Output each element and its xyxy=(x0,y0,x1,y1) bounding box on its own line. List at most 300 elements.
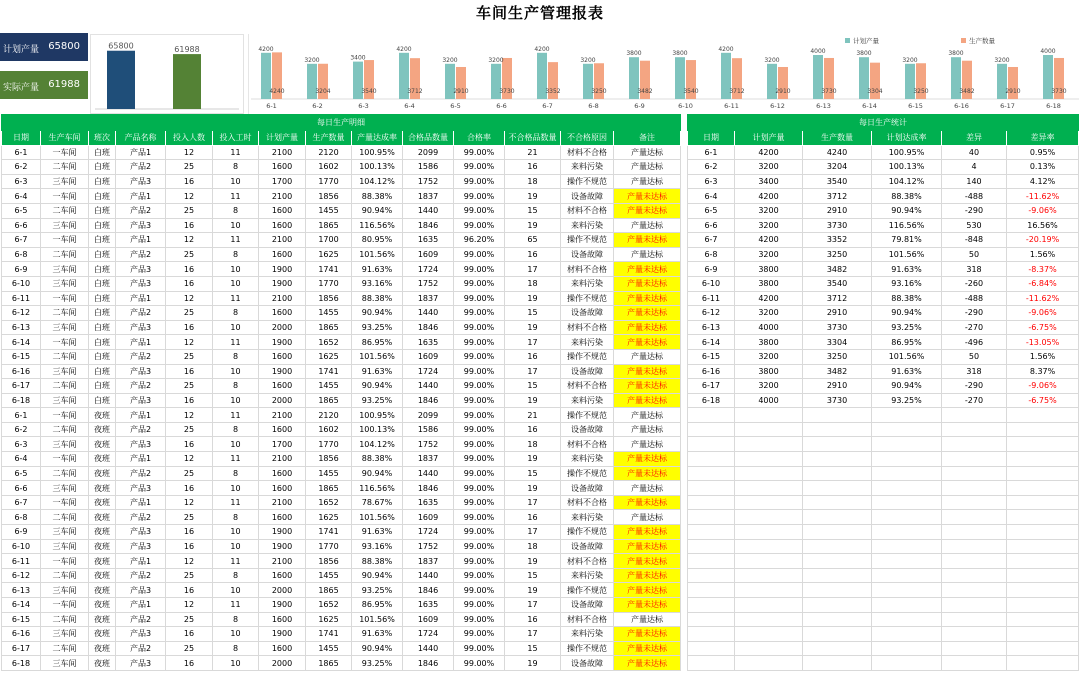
stats-cell: -6.75% xyxy=(1007,393,1079,408)
detail-cell: 二车间 xyxy=(41,160,89,175)
stats-empty-row xyxy=(688,539,1079,554)
stats-cell: 6-9 xyxy=(688,262,735,277)
stats-cell: 3800 xyxy=(735,262,803,277)
detail-row xyxy=(2,145,681,160)
detail-cell: 90.94% xyxy=(352,641,403,656)
category-label: 6-4 xyxy=(404,102,415,110)
stats-row xyxy=(688,349,1079,364)
empty-cell xyxy=(735,452,803,467)
detail-header-cell: 产量达成率 xyxy=(352,131,403,146)
empty-cell xyxy=(735,495,803,510)
detail-cell: 8 xyxy=(213,422,259,437)
stats-row xyxy=(688,320,1079,335)
detail-cell: 99.00% xyxy=(454,452,505,467)
empty-cell xyxy=(735,539,803,554)
detail-cell: 设备故障 xyxy=(561,598,614,613)
detail-cell: 1724 xyxy=(403,627,454,642)
detail-cell: 白班 xyxy=(89,145,116,160)
category-label: 6-14 xyxy=(862,102,877,110)
detail-cell: 1440 xyxy=(403,306,454,321)
detail-cell: 1865 xyxy=(306,218,352,233)
stats-cell: 530 xyxy=(942,218,1007,233)
detail-cell: 产量未达标 xyxy=(614,203,681,218)
detail-cell: 80.95% xyxy=(352,233,403,248)
empty-cell xyxy=(942,656,1007,671)
detail-cell: 产品3 xyxy=(116,481,166,496)
detail-cell: 二车间 xyxy=(41,612,89,627)
detail-cell: 1724 xyxy=(403,262,454,277)
detail-cell: 6-16 xyxy=(2,627,41,642)
stats-header-cell: 计划产量 xyxy=(735,131,803,146)
empty-cell xyxy=(803,598,872,613)
stats-empty-row xyxy=(688,510,1079,525)
stats-row xyxy=(688,364,1079,379)
detail-cell: 白班 xyxy=(89,189,116,204)
detail-cell: 8 xyxy=(213,306,259,321)
detail-cell: 1600 xyxy=(259,568,306,583)
detail-row xyxy=(2,233,681,248)
detail-cell: 99.00% xyxy=(454,554,505,569)
empty-cell xyxy=(1007,510,1079,525)
detail-row xyxy=(2,218,681,233)
empty-cell xyxy=(735,408,803,423)
stats-empty-row xyxy=(688,437,1079,452)
stats-cell: 3730 xyxy=(803,218,872,233)
detail-cell: 二车间 xyxy=(41,203,89,218)
detail-cell: 11 xyxy=(213,145,259,160)
stats-cell: -260 xyxy=(942,276,1007,291)
detail-cell: 产品3 xyxy=(116,437,166,452)
detail-cell: 操作不规范 xyxy=(561,466,614,481)
detail-cell: 设备故障 xyxy=(561,539,614,554)
detail-cell: 产品3 xyxy=(116,627,166,642)
detail-cell: 17 xyxy=(505,364,561,379)
detail-cell: 夜班 xyxy=(89,495,116,510)
category-label: 6-3 xyxy=(358,102,369,110)
detail-cell: 6-7 xyxy=(2,495,41,510)
stats-cell: 91.63% xyxy=(872,364,942,379)
detail-cell: 99.00% xyxy=(454,262,505,277)
detail-cell: 12 xyxy=(166,291,213,306)
empty-cell xyxy=(803,583,872,598)
detail-cell: 操作不规范 xyxy=(561,349,614,364)
detail-cell: 操作不规范 xyxy=(561,408,614,423)
stats-cell: 4 xyxy=(942,160,1007,175)
detail-cell: 1724 xyxy=(403,525,454,540)
detail-cell: 17 xyxy=(505,262,561,277)
detail-cell: 19 xyxy=(505,583,561,598)
stats-empty-row xyxy=(688,568,1079,583)
stats-cell: 3304 xyxy=(803,335,872,350)
detail-cell: 10 xyxy=(213,437,259,452)
stats-cell: -270 xyxy=(942,320,1007,335)
stats-cell: 140 xyxy=(942,174,1007,189)
empty-cell xyxy=(735,481,803,496)
stats-cell: 100.95% xyxy=(872,145,942,160)
detail-cell: 100.95% xyxy=(352,408,403,423)
detail-cell: 19 xyxy=(505,291,561,306)
detail-cell: 1600 xyxy=(259,379,306,394)
detail-cell: 材料不合格 xyxy=(561,203,614,218)
detail-cell: 1741 xyxy=(306,525,352,540)
stats-cell: 3200 xyxy=(735,203,803,218)
detail-cell: 产量达标 xyxy=(614,160,681,175)
empty-cell xyxy=(803,452,872,467)
detail-cell: 1440 xyxy=(403,203,454,218)
detail-cell: 产量未达标 xyxy=(614,568,681,583)
detail-cell: 产量未达标 xyxy=(614,583,681,598)
detail-cell: 6-13 xyxy=(2,583,41,598)
empty-cell xyxy=(1007,583,1079,598)
stats-cell: 88.38% xyxy=(872,291,942,306)
empty-cell xyxy=(872,495,942,510)
detail-cell: 18 xyxy=(505,174,561,189)
empty-cell xyxy=(803,466,872,481)
detail-cell: 产量达标 xyxy=(614,247,681,262)
empty-cell xyxy=(803,554,872,569)
empty-cell xyxy=(735,627,803,642)
stats-cell: 3712 xyxy=(803,189,872,204)
plan-total-card xyxy=(0,33,88,61)
detail-cell: 夜班 xyxy=(89,568,116,583)
detail-cell: 1846 xyxy=(403,481,454,496)
plan-value-label: 3200 xyxy=(764,56,780,64)
empty-cell xyxy=(942,452,1007,467)
empty-cell xyxy=(872,466,942,481)
stats-cell: 101.56% xyxy=(872,349,942,364)
detail-cell: 8 xyxy=(213,612,259,627)
detail-cell: 2100 xyxy=(259,233,306,248)
detail-cell: 99.00% xyxy=(454,393,505,408)
stats-header-cell: 生产数量 xyxy=(803,131,872,146)
detail-cell: 1856 xyxy=(306,452,352,467)
detail-cell: 1600 xyxy=(259,612,306,627)
detail-cell: 8 xyxy=(213,466,259,481)
detail-cell: 65 xyxy=(505,233,561,248)
detail-cell: 白班 xyxy=(89,291,116,306)
detail-cell: 产品2 xyxy=(116,422,166,437)
detail-row xyxy=(2,276,681,291)
stats-cell: 16.56% xyxy=(1007,218,1079,233)
detail-cell: 93.25% xyxy=(352,393,403,408)
empty-cell xyxy=(872,627,942,642)
detail-cell: 11 xyxy=(213,452,259,467)
detail-cell: 16 xyxy=(166,276,213,291)
detail-cell: 三车间 xyxy=(41,627,89,642)
detail-cell: 99.00% xyxy=(454,203,505,218)
stats-cell: 3200 xyxy=(735,349,803,364)
total-comparison-chart xyxy=(90,34,244,114)
detail-cell: 19 xyxy=(505,218,561,233)
empty-cell xyxy=(735,568,803,583)
stats-row xyxy=(688,393,1079,408)
empty-cell xyxy=(1007,452,1079,467)
empty-cell xyxy=(735,656,803,671)
detail-cell: 产量未达标 xyxy=(614,189,681,204)
detail-cell: 产量未达标 xyxy=(614,335,681,350)
daily-detail-table xyxy=(1,114,681,671)
detail-cell: 12 xyxy=(166,598,213,613)
empty-cell xyxy=(688,554,735,569)
detail-cell: 白班 xyxy=(89,262,116,277)
stats-cell: 2910 xyxy=(803,203,872,218)
detail-cell: 产品3 xyxy=(116,393,166,408)
detail-cell: 11 xyxy=(213,554,259,569)
detail-cell: 8 xyxy=(213,160,259,175)
detail-header-cell: 投入人数 xyxy=(166,131,213,146)
detail-cell: 16 xyxy=(505,612,561,627)
detail-cell: 产品2 xyxy=(116,612,166,627)
detail-cell: 三车间 xyxy=(41,174,89,189)
detail-cell: 二车间 xyxy=(41,641,89,656)
detail-cell: 白班 xyxy=(89,203,116,218)
detail-row xyxy=(2,160,681,175)
detail-cell: 93.25% xyxy=(352,320,403,335)
detail-header-cell: 不合格原因 xyxy=(561,131,614,146)
detail-cell: 白班 xyxy=(89,276,116,291)
detail-cell: 99.00% xyxy=(454,656,505,671)
detail-header-cell: 合格率 xyxy=(454,131,505,146)
empty-cell xyxy=(872,437,942,452)
category-label: 6-17 xyxy=(1000,102,1015,110)
detail-cell: 1856 xyxy=(306,554,352,569)
detail-cell: 设备故障 xyxy=(561,481,614,496)
detail-cell: 8 xyxy=(213,203,259,218)
detail-cell: 产量未达标 xyxy=(614,262,681,277)
stats-row xyxy=(688,145,1079,160)
detail-row xyxy=(2,612,681,627)
detail-cell: 16 xyxy=(166,437,213,452)
detail-cell: 17 xyxy=(505,598,561,613)
detail-cell: 一车间 xyxy=(41,408,89,423)
empty-cell xyxy=(1007,495,1079,510)
detail-cell: 25 xyxy=(166,641,213,656)
detail-cell: 一车间 xyxy=(41,598,89,613)
detail-cell: 夜班 xyxy=(89,627,116,642)
stats-cell: 6-17 xyxy=(688,379,735,394)
detail-cell: 二车间 xyxy=(41,349,89,364)
detail-cell: 99.00% xyxy=(454,247,505,262)
detail-cell: 91.63% xyxy=(352,364,403,379)
detail-cell: 来料污染 xyxy=(561,218,614,233)
detail-cell: 10 xyxy=(213,262,259,277)
detail-cell: 1652 xyxy=(306,598,352,613)
actual-value-label: 3482 xyxy=(959,88,975,95)
detail-cell: 17 xyxy=(505,495,561,510)
detail-cell: 91.63% xyxy=(352,262,403,277)
stats-cell: 1.56% xyxy=(1007,349,1079,364)
detail-cell: 1609 xyxy=(403,612,454,627)
detail-cell: 产量未达标 xyxy=(614,379,681,394)
stats-cell: 1.56% xyxy=(1007,247,1079,262)
detail-cell: 1609 xyxy=(403,510,454,525)
detail-cell: 1635 xyxy=(403,335,454,350)
detail-cell: 1846 xyxy=(403,393,454,408)
detail-cell: 产量未达标 xyxy=(614,364,681,379)
detail-cell: 6-5 xyxy=(2,203,41,218)
detail-cell: 99.00% xyxy=(454,349,505,364)
detail-cell: 产量未达标 xyxy=(614,525,681,540)
stats-cell: 6-15 xyxy=(688,349,735,364)
detail-cell: 产品2 xyxy=(116,379,166,394)
detail-cell: 产品3 xyxy=(116,218,166,233)
detail-row xyxy=(2,568,681,583)
detail-row xyxy=(2,364,681,379)
detail-cell: 1770 xyxy=(306,539,352,554)
detail-cell: 产品2 xyxy=(116,641,166,656)
detail-cell: 25 xyxy=(166,247,213,262)
detail-cell: 6-15 xyxy=(2,349,41,364)
stats-cell: 6-14 xyxy=(688,335,735,350)
detail-header-cell: 不合格品数量 xyxy=(505,131,561,146)
category-label: 6-13 xyxy=(816,102,831,110)
detail-cell: 产品3 xyxy=(116,364,166,379)
empty-cell xyxy=(688,612,735,627)
stats-cell: 3482 xyxy=(803,364,872,379)
actual-total-value: 61988 xyxy=(48,79,80,90)
detail-cell: 一车间 xyxy=(41,291,89,306)
stats-cell: 90.94% xyxy=(872,203,942,218)
detail-cell: 88.38% xyxy=(352,452,403,467)
category-label: 6-6 xyxy=(496,102,507,110)
stats-cell: 6-2 xyxy=(688,160,735,175)
stats-empty-row xyxy=(688,452,1079,467)
detail-cell: 白班 xyxy=(89,320,116,335)
stats-cell: 3250 xyxy=(803,247,872,262)
detail-cell: 2100 xyxy=(259,291,306,306)
stats-cell: 3800 xyxy=(735,276,803,291)
detail-cell: 25 xyxy=(166,466,213,481)
detail-cell: 6-2 xyxy=(2,422,41,437)
detail-cell: 二车间 xyxy=(41,510,89,525)
empty-cell xyxy=(942,554,1007,569)
detail-cell: 1625 xyxy=(306,612,352,627)
actual-value-label: 3730 xyxy=(821,88,837,95)
empty-cell xyxy=(942,525,1007,540)
detail-cell: 1440 xyxy=(403,641,454,656)
detail-cell: 2100 xyxy=(259,189,306,204)
empty-cell xyxy=(688,568,735,583)
detail-cell: 1752 xyxy=(403,174,454,189)
stats-empty-row xyxy=(688,422,1079,437)
mini-bar-label: 61988 xyxy=(174,45,200,55)
empty-cell xyxy=(688,539,735,554)
stats-row xyxy=(688,335,1079,350)
detail-cell: 来料污染 xyxy=(561,568,614,583)
detail-cell: 二车间 xyxy=(41,422,89,437)
detail-cell: 产品1 xyxy=(116,495,166,510)
detail-cell: 白班 xyxy=(89,160,116,175)
detail-cell: 18 xyxy=(505,539,561,554)
detail-cell: 夜班 xyxy=(89,583,116,598)
stats-row xyxy=(688,189,1079,204)
detail-cell: 二车间 xyxy=(41,568,89,583)
detail-cell: 夜班 xyxy=(89,422,116,437)
detail-cell: 1865 xyxy=(306,656,352,671)
actual-value-label: 3712 xyxy=(729,88,745,95)
empty-cell xyxy=(942,627,1007,642)
actual-value-label: 3540 xyxy=(361,88,377,95)
detail-cell: 1865 xyxy=(306,393,352,408)
detail-cell: 1455 xyxy=(306,568,352,583)
empty-cell xyxy=(688,641,735,656)
stats-cell: 6-3 xyxy=(688,174,735,189)
actual-value-label: 3304 xyxy=(867,88,883,95)
stats-cell: 6-4 xyxy=(688,189,735,204)
stats-cell: -290 xyxy=(942,203,1007,218)
detail-cell: 11 xyxy=(213,233,259,248)
detail-cell: 来料污染 xyxy=(561,510,614,525)
detail-cell: 12 xyxy=(166,233,213,248)
detail-cell: 16 xyxy=(166,174,213,189)
stats-cell: 88.38% xyxy=(872,189,942,204)
empty-cell xyxy=(1007,656,1079,671)
actual-value-label: 3712 xyxy=(407,88,423,95)
stats-cell: 90.94% xyxy=(872,379,942,394)
empty-cell xyxy=(1007,525,1079,540)
detail-cell: 1700 xyxy=(306,233,352,248)
detail-cell: 操作不规范 xyxy=(561,233,614,248)
detail-cell: 夜班 xyxy=(89,466,116,481)
detail-cell: 6-13 xyxy=(2,320,41,335)
detail-cell: 1600 xyxy=(259,466,306,481)
detail-cell: 19 xyxy=(505,656,561,671)
empty-cell xyxy=(872,554,942,569)
category-label: 6-1 xyxy=(266,102,277,110)
empty-cell xyxy=(1007,641,1079,656)
detail-cell: 86.95% xyxy=(352,335,403,350)
empty-cell xyxy=(872,656,942,671)
category-label: 6-12 xyxy=(770,102,785,110)
detail-cell: 1600 xyxy=(259,641,306,656)
detail-cell: 来料污染 xyxy=(561,276,614,291)
stats-row xyxy=(688,247,1079,262)
detail-cell: 6-5 xyxy=(2,466,41,481)
detail-cell: 设备故障 xyxy=(561,422,614,437)
stats-cell: -6.75% xyxy=(1007,320,1079,335)
detail-cell: 78.67% xyxy=(352,495,403,510)
detail-cell: 2120 xyxy=(306,145,352,160)
empty-cell xyxy=(872,568,942,583)
stats-cell: 3200 xyxy=(735,247,803,262)
detail-cell: 1837 xyxy=(403,189,454,204)
detail-cell: 产品3 xyxy=(116,539,166,554)
detail-header-cell: 生产车间 xyxy=(41,131,89,146)
legend-actual-label: 生产数量 xyxy=(969,37,995,45)
stats-empty-row xyxy=(688,525,1079,540)
stats-cell: 90.94% xyxy=(872,306,942,321)
detail-cell: 1455 xyxy=(306,306,352,321)
detail-row xyxy=(2,379,681,394)
actual-value-label: 3250 xyxy=(591,88,607,95)
detail-cell: 操作不规范 xyxy=(561,583,614,598)
detail-cell: 材料不合格 xyxy=(561,145,614,160)
detail-cell: 1900 xyxy=(259,262,306,277)
actual-value-label: 2910 xyxy=(775,88,791,95)
stats-empty-row xyxy=(688,495,1079,510)
detail-row xyxy=(2,452,681,467)
empty-cell xyxy=(1007,598,1079,613)
detail-cell: 99.00% xyxy=(454,539,505,554)
detail-cell: 三车间 xyxy=(41,525,89,540)
detail-cell: 一车间 xyxy=(41,189,89,204)
detail-header-cell: 备注 xyxy=(614,131,681,146)
detail-cell: 材料不合格 xyxy=(561,554,614,569)
detail-cell: 10 xyxy=(213,276,259,291)
detail-cell: 2100 xyxy=(259,554,306,569)
category-label: 6-10 xyxy=(678,102,693,110)
detail-cell: 产量达标 xyxy=(614,481,681,496)
